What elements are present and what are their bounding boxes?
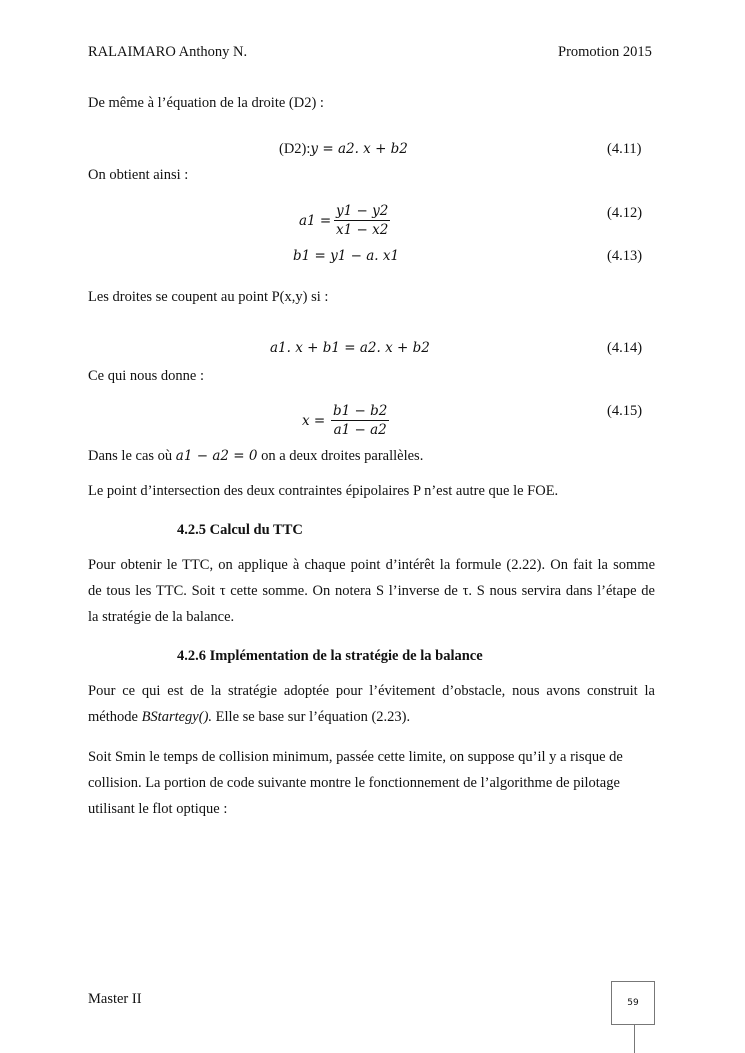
- equation-tag: (4.13): [607, 248, 643, 264]
- paragraph-line: Pour obtenir le TTC, on applique à chaque point d’intérêt la formule (2.22). On fait la somme: [88, 557, 655, 573]
- header-author: RALAIMARO Anthony N.: [88, 44, 248, 60]
- paragraph-line: utilisant le flot optique :: [88, 801, 228, 817]
- paragraph-line: la stratégie de la balance.: [88, 609, 235, 625]
- equation-lhs: a1 =: [299, 213, 332, 229]
- equation-tag: (4.14): [607, 340, 643, 356]
- page-number: 59: [627, 998, 639, 1008]
- paragraph-line: collision. La portion de code suivante montre le fonctionnement de l’algorithme de pilotage: [88, 775, 620, 791]
- paragraph-line: méthode BStartegy(). Elle se base sur l’équation (2.23).: [88, 709, 411, 725]
- paragraph: Les droites se coupent au point P(x,y) si :: [88, 289, 329, 305]
- equation-tag: (4.12): [607, 205, 643, 221]
- paragraph-line: de tous les TTC. Soit τ cette somme. On notera S l’inverse de τ. S nous servira dans l’étape de: [88, 583, 655, 599]
- paragraph-line: Soit Smin le temps de collision minimum, passée cette limite, on suppose qu’il y a risque de: [88, 749, 623, 765]
- equation-tag: (4.11): [607, 141, 642, 157]
- paragraph: De même à l’équation de la droite (D2) :: [88, 95, 324, 111]
- header-promotion: Promotion 2015: [558, 44, 652, 60]
- section-heading: 4.2.6 Implémentation de la stratégie de la balance: [177, 648, 483, 664]
- equation-4-11: (D2):y = a2. x + b2: [279, 141, 408, 157]
- section-heading: 4.2.5 Calcul du TTC: [177, 522, 303, 538]
- paragraph: Ce qui nous donne :: [88, 368, 204, 384]
- footer-line: [634, 1024, 635, 1053]
- paragraph: Dans le cas où a1 − a2 = 0 on a deux droites parallèles.: [88, 448, 424, 464]
- page-number-box: [611, 981, 655, 1025]
- equation-lhs: x =: [302, 413, 326, 429]
- paragraph-line: Pour ce qui est de la stratégie adoptée pour l’évitement d’obstacle, nous avons construit la: [88, 683, 655, 699]
- equation-4-14: a1. x + b1 = a2. x + b2: [270, 340, 430, 356]
- equation-tag: (4.15): [607, 403, 643, 419]
- paragraph: Le point d’intersection des deux contraintes épipolaires P n’est autre que le FOE.: [88, 483, 559, 499]
- fraction: $\frac{b1 - b2}{a1 - a2}$: [333, 403, 388, 438]
- footer-degree: Master II: [88, 991, 142, 1007]
- fraction: $\frac{y1 - y2}{x1 - x2}$: [336, 203, 389, 238]
- paragraph: On obtient ainsi :: [88, 167, 189, 183]
- equation-4-13: b1 = y1 − a. x1: [293, 248, 400, 264]
